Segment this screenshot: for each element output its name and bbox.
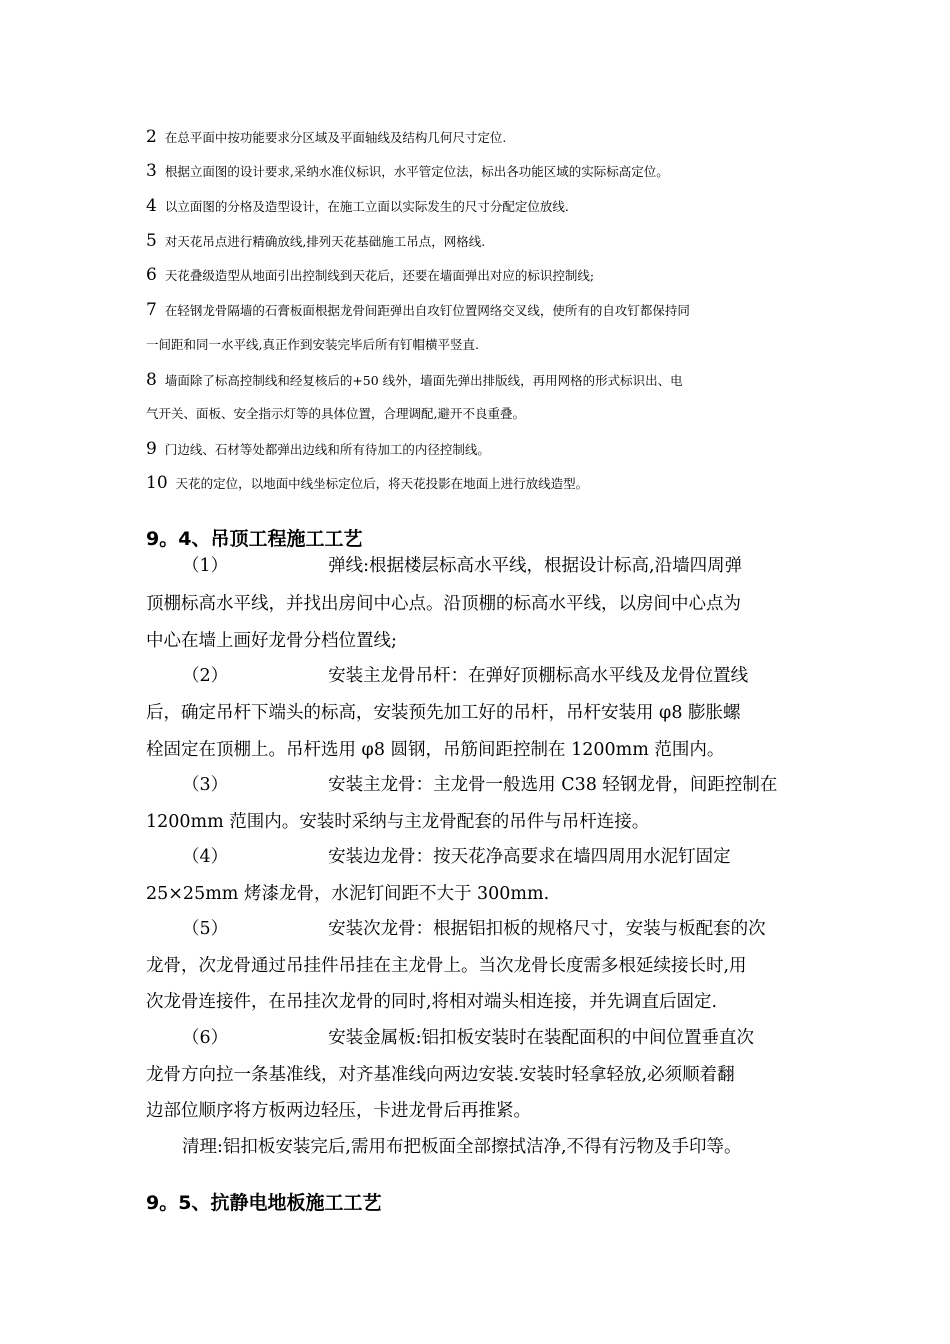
list-item-8: 8 墙面除了标高控制线和经复核后的+50 线外，墙面先弹出排版线，再用网格的形式标识出、电 — [146, 370, 683, 390]
step-2-line-2: 后，确定吊杆下端头的标高，安装预先加工好的吊杆，吊杆安装用 φ8 膨胀螺 — [146, 703, 741, 723]
step-1-line-3: 中心在墙上画好龙骨分档位置线; — [146, 631, 397, 651]
step-3-line-1: （3） 安装主龙骨：主龙骨一般选用 C38 轻钢龙骨，间距控制在 — [182, 775, 778, 795]
cleanup-paragraph: 清理:铝扣板安装完后,需用布把板面全部擦拭洁净,不得有污物及手印等。 — [182, 1137, 742, 1157]
list-item-3: 3 根据立面图的设计要求,采纳水准仪标识，水平管定位法，标出各功能区域的实际标高定位。 — [146, 161, 669, 181]
list-item-6: 6 天花叠级造型从地面引出控制线到天花后，还要在墙面弹出对应的标识控制线; — [146, 265, 595, 285]
step-6-line-3: 边部位顺序将方板两边轻压，卡进龙骨后再推紧。 — [146, 1101, 531, 1121]
step-4-line-2: 25×25mm 烤漆龙骨，水泥钉间距不大于 300mm. — [146, 884, 550, 904]
step-2-line-1: （2） 安装主龙骨吊杆：在弹好顶棚标高水平线及龙骨位置线 — [182, 666, 749, 686]
section-heading-9-5: 9。5、抗静电地板施工工艺 — [146, 1192, 382, 1214]
list-item-9: 9 门边线、石材等处都弹出边线和所有待加工的内径控制线。 — [146, 439, 490, 459]
list-item-7: 7 在轻钢龙骨隔墙的石膏板面根据龙骨间距弹出自攻钉位置网络交叉线，使所有的自攻钉都保持同 — [146, 300, 690, 320]
section-heading-9-4: 9。4、吊顶工程施工工艺 — [146, 528, 363, 550]
step-4-line-1: （4） 安装边龙骨：按天花净高要求在墙四周用水泥钉固定 — [182, 847, 731, 867]
step-2-line-3: 栓固定在顶棚上。吊杆选用 φ8 圆钢，吊筋间距控制在 1200mm 范围内。 — [146, 740, 725, 760]
step-5-line-1: （5） 安装次龙骨：根据铝扣板的规格尺寸，安装与板配套的次 — [182, 919, 766, 939]
step-5-line-2: 龙骨，次龙骨通过吊挂件吊挂在主龙骨上。当次龙骨长度需多根延续接长时,用 — [146, 956, 747, 976]
step-6-line-1: （6） 安装金属板:铝扣板安装时在装配面积的中间位置垂直次 — [182, 1028, 755, 1048]
step-1-line-2: 顶棚标高水平线，并找出房间中心点。沿顶棚的标高水平线，以房间中心点为 — [146, 594, 741, 614]
step-6-line-2: 龙骨方向拉一条基准线，对齐基准线向两边安装.安装时轻拿轻放,必须顺着翻 — [146, 1065, 735, 1085]
list-item-10: 10 天花的定位，以地面中线坐标定位后，将天花投影在地面上进行放线造型。 — [146, 473, 589, 493]
list-item-2: 2 在总平面中按功能要求分区域及平面轴线及结构几何尺寸定位. — [146, 127, 507, 147]
list-item-5: 5 对天花吊点进行精确放线,排列天花基础施工吊点，网格线. — [146, 231, 486, 251]
step-3-line-2: 1200mm 范围内。安装时采纳与主龙骨配套的吊件与吊杆连接。 — [146, 812, 650, 832]
step-1-line-1: （1） 弹线:根据楼层标高水平线，根据设计标高,沿墙四周弹 — [182, 556, 743, 576]
list-item-7-cont: 一间距和同一水平线,真正作到安装完毕后所有钉帽横平竖直. — [146, 337, 479, 352]
list-item-4: 4 以立面图的分格及造型设计，在施工立面以实际发生的尺寸分配定位放线. — [146, 196, 569, 216]
list-item-8-cont: 气开关、面板、安全指示灯等的具体位置，合理调配,避开不良重叠。 — [146, 406, 525, 421]
step-5-line-3: 次龙骨连接件，在吊挂次龙骨的同时,将相对端头相连接，并先调直后固定. — [146, 992, 718, 1012]
